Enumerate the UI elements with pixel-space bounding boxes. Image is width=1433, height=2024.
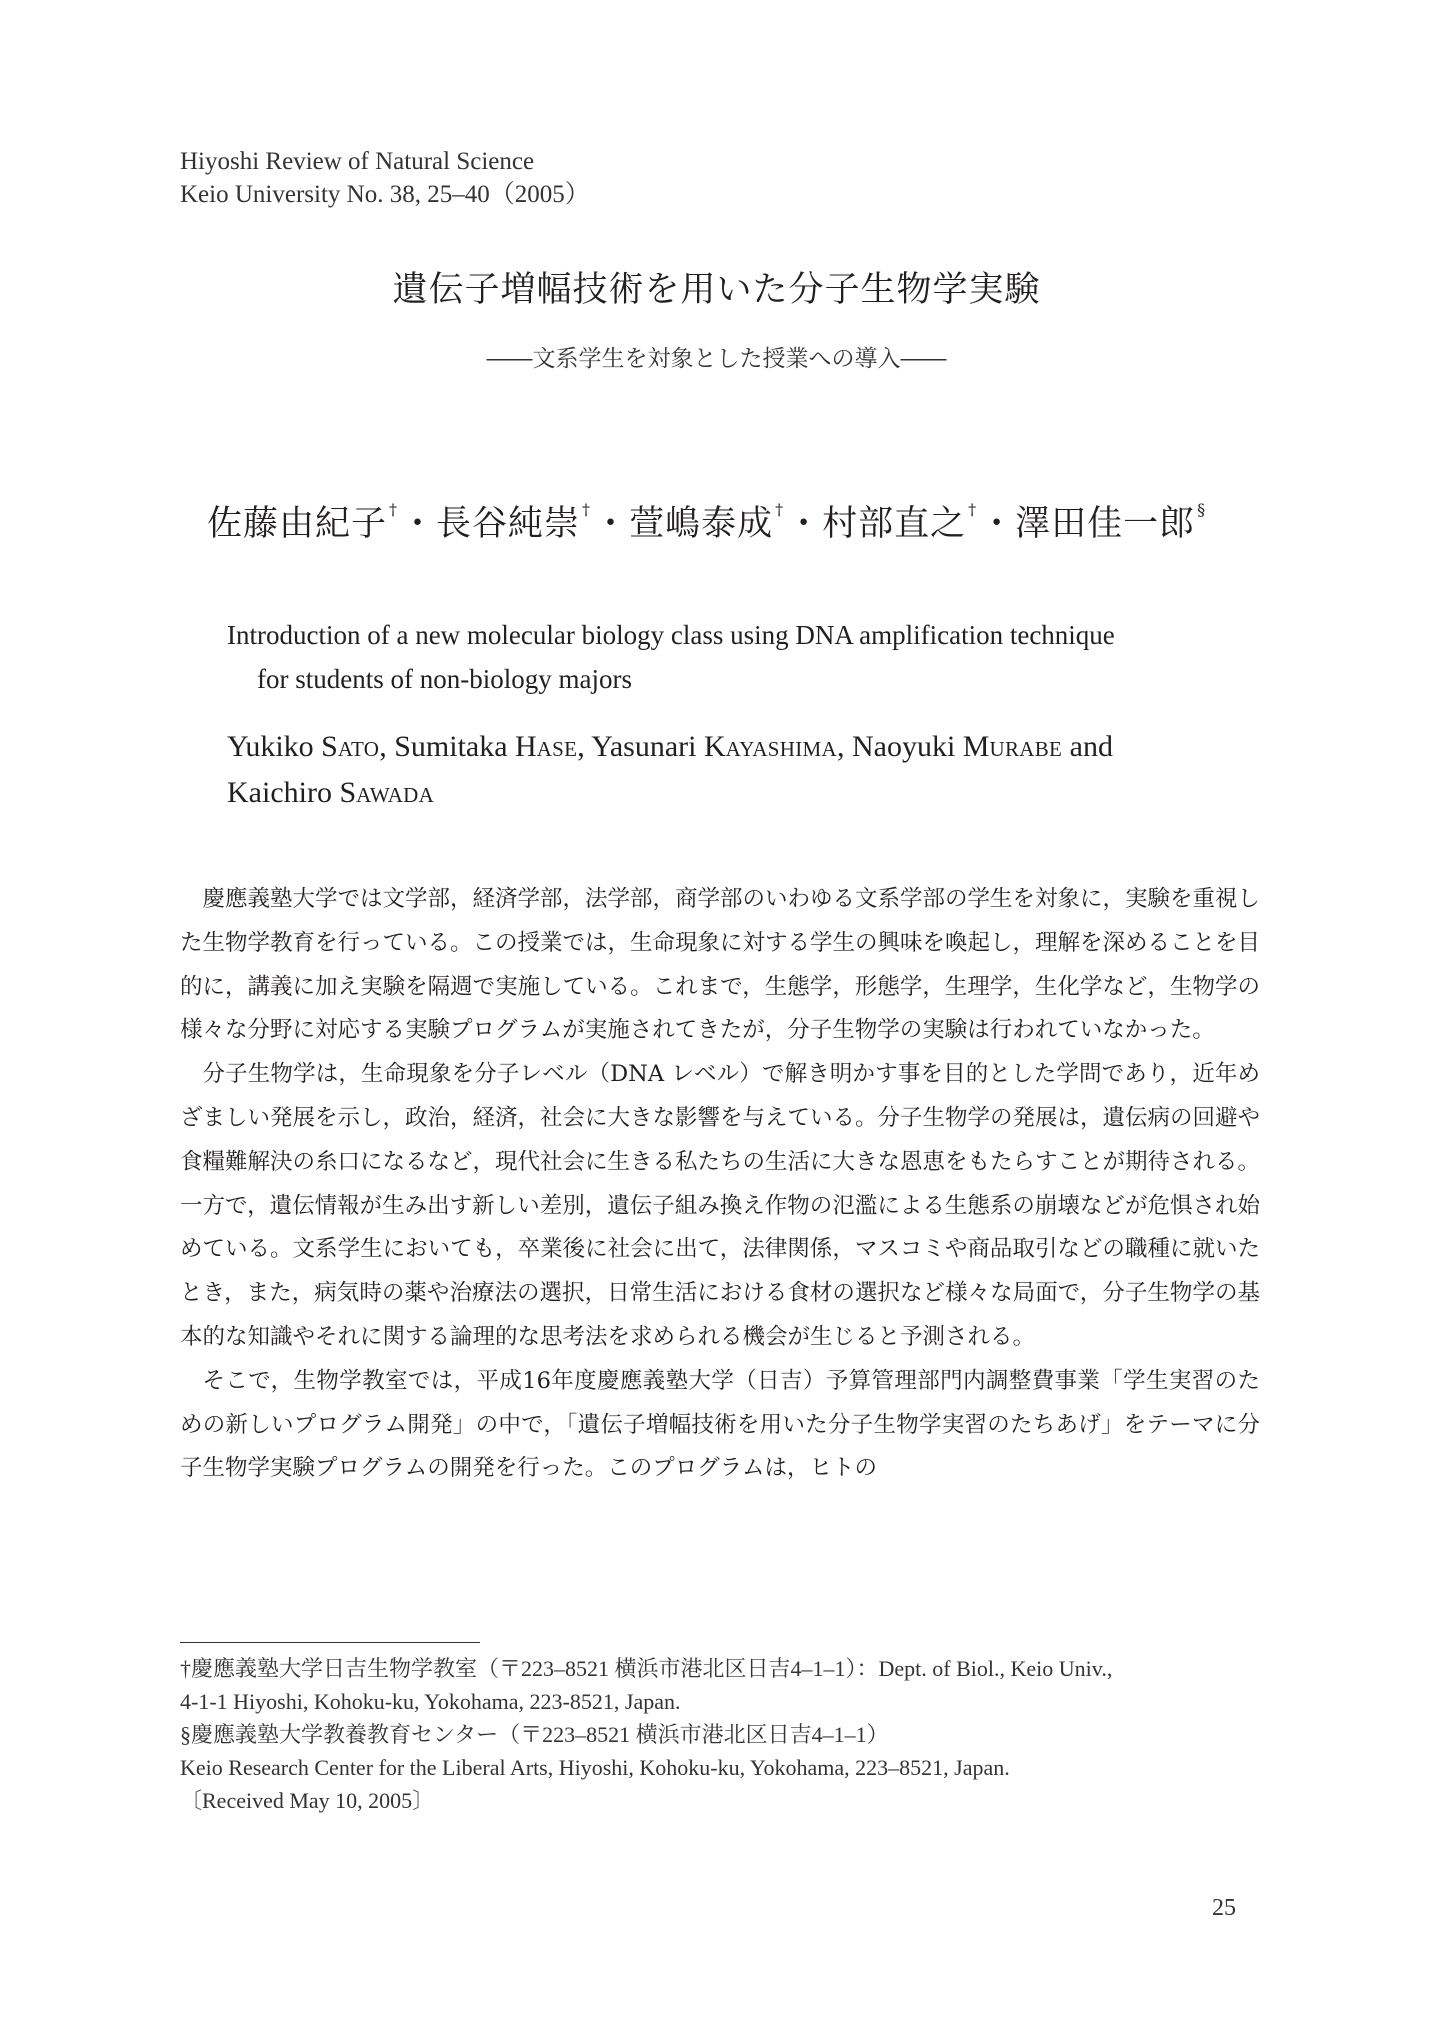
author-en-separator: , <box>577 730 592 763</box>
body-text <box>180 878 1260 1491</box>
footnote-section-address: Keio Research Center for the Liberal Arts, Hiyoshi, Kohoku-ku, Yokohama, 223–8521, Japan. <box>180 1755 1010 1780</box>
author-en-surname: URABE <box>989 737 1063 761</box>
paragraph: 慶應義塾大学では文学部，経済学部，法学部，商学部のいわゆる文系学部の学生を対象に，実験を重視した生物学教育を行っている。この授業では，生命現象に対する学生の興味を喚起し，理解を深めることを目的に，講義に加え実験を隔週で実施している。これまで，生態学，形態学，生理学，生化学など，生物学の様々な分野に対応する実験プログラムが実施されてきたが，分子生物学の実験は行われていなかった。 <box>180 886 1261 1044</box>
author-en-conjunction: and <box>1062 730 1113 763</box>
author-en-separator: , <box>379 730 395 763</box>
footnote-dagger: †慶應義塾大学日吉生物学教室（〒223–8521 横浜市港北区日吉4–1–1）：Dept. of Biol., Keio Univ., <box>180 1656 1113 1681</box>
affiliation-mark: † <box>389 500 399 519</box>
affiliation-mark: † <box>582 500 592 519</box>
english-title-line1: Introduction of a new molecular biology class using DNA amplification technique <box>227 620 1115 650</box>
author-jp-name: 長谷純崇 <box>436 504 581 544</box>
author-en-separator: , <box>836 730 852 763</box>
author-en-surname: ATO <box>337 737 380 761</box>
authors-english <box>227 725 1277 817</box>
journal-name: Hiyoshi Review of Natural Science <box>180 148 535 175</box>
author-en-name: Yukiko S <box>227 730 338 763</box>
author-jp-name: 萱嶋泰成 <box>629 504 774 544</box>
english-title-line2: for students of non-biology majors <box>257 664 632 694</box>
english-title <box>227 613 1277 701</box>
author-en-name: Yasunari K <box>591 730 726 763</box>
author-en-surname: AWADA <box>356 783 435 807</box>
author-separator: ・ <box>400 504 437 544</box>
affiliation-mark: † <box>968 500 978 519</box>
paper-subtitle: ――文系学生を対象とした授業への導入―― <box>486 346 947 372</box>
author-en-surname: AYASHIMA <box>725 737 837 761</box>
author-separator: ・ <box>979 504 1016 544</box>
author-jp-name: 佐藤由紀子 <box>207 504 388 544</box>
footnote-dagger-address: 4-1-1 Hiyoshi, Kohoku-ku, Yokohama, 223-8521, Japan. <box>180 1689 681 1714</box>
footnote-section: §慶應義塾大学教養教育センター（〒223–8521 横浜市港北区日吉4–1–1） <box>180 1722 889 1747</box>
paper-title: 遺伝子増幅技術を用いた分子生物学実験 <box>392 270 1041 310</box>
author-separator: ・ <box>786 504 823 544</box>
affiliation-mark: § <box>1197 500 1207 519</box>
author-en-name: Sumitaka H <box>394 730 537 763</box>
author-separator: ・ <box>593 504 630 544</box>
affiliation-mark: † <box>775 500 785 519</box>
page-number: 25 <box>1212 1895 1236 1921</box>
journal-volume: Keio University No. 38, 25–40（2005） <box>180 181 590 208</box>
footnote-rule <box>180 1642 480 1643</box>
footnotes <box>180 1652 1280 1817</box>
author-en-name: Naoyuki M <box>851 730 990 763</box>
authors-japanese <box>207 496 1208 546</box>
received-date: 〔Received May 10, 2005〕 <box>180 1788 435 1813</box>
author-jp-name: 澤田佳一郎 <box>1015 504 1196 544</box>
author-en-surname: ASE <box>536 737 578 761</box>
author-jp-name: 村部直之 <box>822 504 967 544</box>
paragraph: そこで，生物学教室では，平成16年度慶應義塾大学（日吉）予算管理部門内調整費事業「学生実習のための新しいプログラム開発」の中で，「遺伝子増幅技術を用いた分子生物学実習のたちあげ」をテーマに分子生物学実験プログラムの開発を行った。このプログラムは，ヒトの <box>180 1367 1260 1482</box>
paragraph: 分子生物学は，生命現象を分子レベル（DNA レベル）で解き明かす事を目的とした学問であり，近年めざましい発展を示し，政治，経済，社会に大きな影響を与えている。分子生物学の発展は，遺伝病の回避や食糧難解決の糸口になるなど，現代社会に生きる私たちの生活に大きな恩恵をもたらすことが期待される。一方で，遺伝情報が生み出す新しい差別，遺伝子組み換え作物の氾濫による生態系の崩壊などが危惧され始めている。文系学生においても，卒業後に社会に出て，法律関係，マスコミや商品取引などの職種に就いたとき，また，病気時の薬や治療法の選択，日常生活における食材の選択など様々な局面で，分子生物学の基本的な知識やそれに関する論理的な思考法を求められる機会が生じると予測される。 <box>180 1061 1261 1350</box>
journal-header <box>180 145 590 211</box>
author-en-name: Kaichiro S <box>227 776 357 809</box>
